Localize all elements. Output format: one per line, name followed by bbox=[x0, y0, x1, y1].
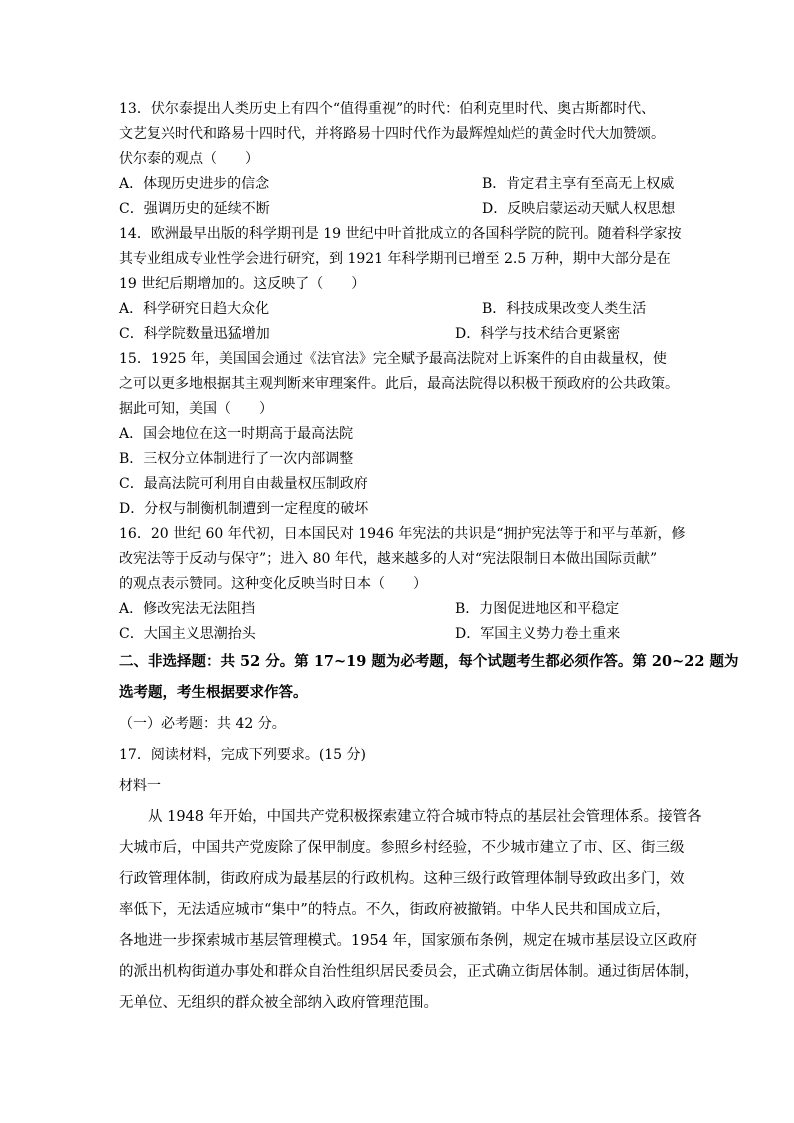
q16-option-b: B．力图促进地区和平稳定 bbox=[455, 601, 620, 617]
q17-para-line-3: 行政管理体制，街政府成为最基层的行政机构。这种三级行政管理体制导致政出多门，效 bbox=[119, 871, 685, 887]
section2-subheading: （一）必考题：共 42 分。 bbox=[119, 716, 286, 732]
section2-heading-line-2: 选考题，考生根据要求作答。 bbox=[119, 684, 308, 701]
q17-para-line-5: 各地进一步探索城市基层管理模式。1954 年，国家颁布条例，规定在城市基层设立区政府 bbox=[119, 933, 698, 949]
q16-line-2: 改宪法等于反动与保守”；进入 80 年代，越来越多的人对“宪法限制日本做出国际贡献” bbox=[119, 551, 658, 567]
q13-line-3: 伏尔泰的观点（ ） bbox=[119, 151, 259, 167]
q15-line-3: 据此可知，美国（ ） bbox=[119, 401, 273, 417]
q14-line-2: 其专业组成专业性学会进行研究，到 1921 年科学期刊已增至 2.5 万种，期中大部分是在 bbox=[119, 251, 671, 267]
q16-option-d: D．军国主义势力卷土重来 bbox=[455, 626, 621, 642]
q14-line-3: 19 世纪后期增加的。这反映了（ ） bbox=[119, 276, 366, 292]
q15-option-d: D．分权与制衡机制遭到一定程度的破坏 bbox=[119, 501, 369, 517]
q13-option-a: A．体现历史进步的信念 bbox=[119, 176, 270, 192]
q13-line-2: 文艺复兴时代和路易十四时代，并将路易十四时代作为最辉煌灿烂的黄金时代大加赞颂。 bbox=[119, 126, 665, 142]
q17-para-line-4: 率低下，无法适应城市“集中”的特点。不久，街政府被撤销。中华人民共和国成立后， bbox=[119, 902, 671, 918]
q13-option-c: C．强调历史的延续不断 bbox=[119, 201, 270, 217]
q17-title: 17．阅读材料，完成下列要求。(15 分) bbox=[119, 747, 367, 763]
q13-option-d: D．反映启蒙运动天赋人权思想 bbox=[482, 201, 676, 217]
q15-line-1: 15．1925 年，美国国会通过《法官法》完全赋予最高法院对上诉案件的自由裁量权，使 bbox=[119, 351, 667, 367]
q14-option-a: A．科学研究日趋大众化 bbox=[119, 301, 270, 317]
q17-para-line-2: 大城市后，中国共产党废除了保甲制度。参照乡村经验，不少城市建立了市、区、街三级 bbox=[119, 840, 685, 856]
q14-option-b: B．科技成果改变人类生活 bbox=[482, 301, 647, 317]
q17-para-line-7: 无单位、无组织的群众被全部纳入政府管理范围。 bbox=[119, 995, 438, 1011]
q13-option-b: B．肯定君主享有至高无上权威 bbox=[482, 176, 675, 192]
q14-line-1: 14．欧洲最早出版的科学期刊是 19 世纪中叶首批成立的各国科学院的院刊。随着科学家按 bbox=[119, 226, 682, 242]
q16-option-c: C．大国主义思潮抬头 bbox=[119, 626, 256, 642]
q15-option-c: C．最高法院可利用自由裁量权压制政府 bbox=[119, 476, 368, 492]
q14-option-c: C．科学院数量迅猛增加 bbox=[119, 326, 270, 342]
q16-option-a: A．修改宪法无法阻挡 bbox=[119, 601, 256, 617]
q17-para-line-1: 从 1948 年开始，中国共产党积极探索建立符合城市特点的基层社会管理体系。接管各 bbox=[119, 809, 702, 825]
q17-para-line-6: 的派出机构街道办事处和群众自治性组织居民委员会，正式确立街居体制。通过街居体制， bbox=[119, 964, 699, 980]
q13-line-1: 13．伏尔泰提出人类历史上有四个“值得重视”的时代：伯利克里时代、奥古斯都时代、 bbox=[119, 101, 656, 117]
q14-option-d: D．科学与技术结合更紧密 bbox=[455, 326, 621, 342]
q15-option-a: A．国会地位在这一时期高于最高法院 bbox=[119, 426, 354, 442]
q15-option-b: B．三权分立体制进行了一次内部调整 bbox=[119, 451, 354, 467]
q17-material-label: 材料一 bbox=[119, 778, 161, 794]
section2-heading-line-1: 二、非选择题：共 52 分。第 17~19 题为必考题，每个试题考生都必须作答。第 20~22 题为 bbox=[119, 653, 739, 670]
q16-line-3: 的观点表示赞同。这种变化反映当时日本（ ） bbox=[119, 576, 427, 592]
q15-line-2: 之可以更多地根据其主观判断来审理案件。此后，最高法院得以积极干预政府的公共政策。 bbox=[119, 376, 679, 392]
q16-line-1: 16．20 世纪 60 年代初，日本国民对 1946 年宪法的共识是“拥护宪法等于和平与革新，修 bbox=[119, 526, 686, 542]
